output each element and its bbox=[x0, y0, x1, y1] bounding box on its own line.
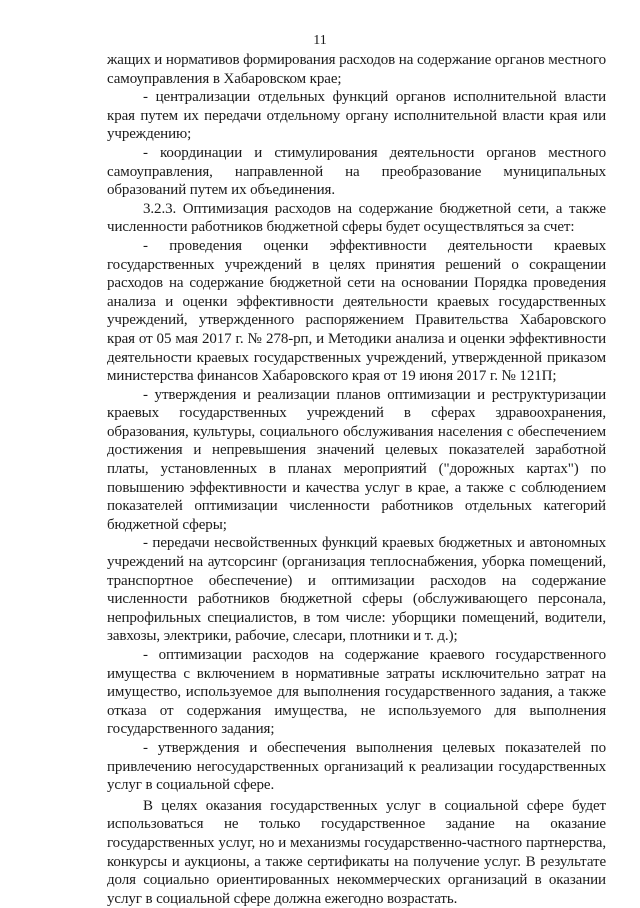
paragraph-social-services: В целях оказания государственных услуг в социальной сфере будет использоваться не только государственное задание на оказание государственных услуг, но и механизмы государственно-частного партнерства, конкурсы и аукционы, а также сертификаты на получение услуг. В результате доля социально ориентированных некоммерческих организаций в оказании услуг в социальной сфере должна ежегодно возрастать. bbox=[107, 797, 606, 907]
section-3-2-3-intro: 3.2.3. Оптимизация расходов на содержание бюджетной сети, а также численности работников бюджетной сферы будет осуществляться за счет: bbox=[107, 200, 606, 236]
list-item-centralization: - централизации отдельных функций органов исполнительной власти края путем их передачи отдельному органу исполнительной власти края или учреждению; bbox=[107, 89, 606, 143]
list-item-efficiency-assessment: - проведения оценки эффективности деятельности краевых государственных учреждений в целях принятия решений о сокращении расходов на содержание бюджетной сети на основании Порядка проведения анализа и оценки эффективности деятельности краевых государственных учреждений, утвержденного распоряжением Правительства Хабаровского края от 05 мая 2017 г. № 278-рп, и Методики анализа и оценки эффективности деятельности краевых государственных учреждений, утвержденной приказом министерства финансов Хабаровского края от 19 июня 2017 г. № 121П; bbox=[107, 237, 606, 385]
list-item-outsourcing: - передачи несвойственных функций краевых бюджетных и автономных учреждений на аутсорсинг (организация теплоснабжения, уборка помещений, транспортное обеспечение) и оптимизации расходов на содержание численности работников бюджетной сферы (обслуживающего персонала, непрофильных специалистов, в том числе: уборщики помещений, водители, завхозы, электрики, рабочие, слесари, плотники и т. д.); bbox=[107, 535, 606, 645]
paragraph-continuation: жащих и нормативов формирования расходов на содержание органов местного самоуправления в Хабаровском крае; bbox=[107, 52, 606, 87]
list-item-coordination: - координации и стимулирования деятельности органов местного самоуправления, направленной на преобразование муниципальных образований путем их объединения. bbox=[107, 144, 606, 199]
list-item-property-costs: - оптимизации расходов на содержание краевого государственного имущества с включением в нормативные затраты исключительно затрат на имущество, используемое для выполнения государственного задания, а также отказа от содержания имущества, не используемого для выполнения государственного задания; bbox=[107, 647, 606, 738]
document-body bbox=[107, 51, 606, 908]
list-item-target-indicators: - утверждения и обеспечения выполнения целевых показателей по привлечению негосударственных организаций к реализации государственных услуг в социальной сфере. bbox=[107, 739, 606, 794]
list-item-optimization-plans: - утверждения и реализации планов оптимизации и реструктуризации краевых государственных учреждений в сферах здравоохранения, образования, культуры, социального обслуживания населения с обеспечением достижения и непревышения значений целевых показателей заработной платы, установленных в планах мероприятий ("дорожных картах") по повышению эффективности и качества услуг в крае, а также с соблюдением показателей оптимизации численности работников отдельных категорий бюджетной сферы; bbox=[107, 386, 606, 533]
page-number: 11 bbox=[313, 33, 327, 48]
